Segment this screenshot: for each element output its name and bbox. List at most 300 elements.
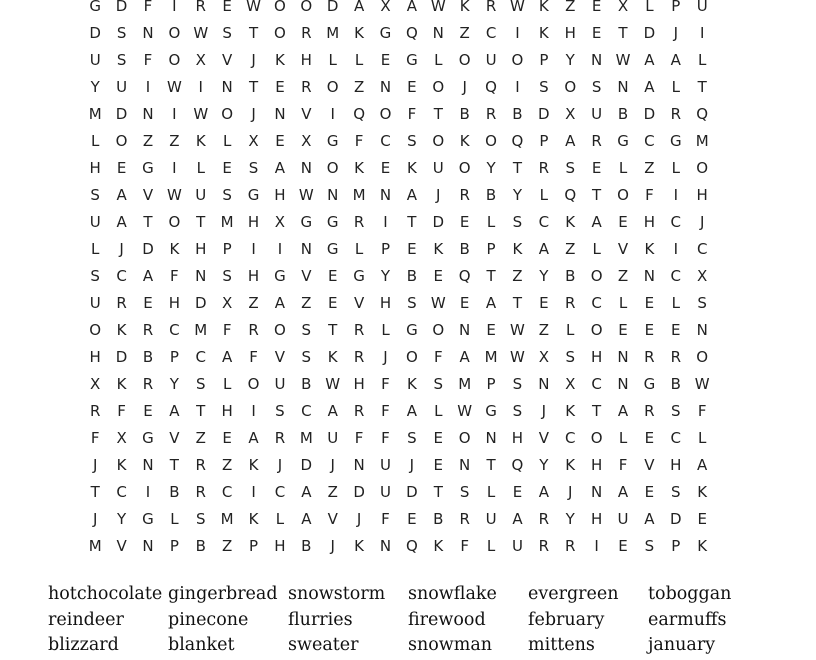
grid-letter: C (380, 132, 391, 150)
grid-letter: W (193, 24, 209, 42)
grid-letter: I (699, 24, 705, 42)
grid-letter: Z (459, 24, 470, 42)
grid-letter: N (300, 240, 312, 258)
grid-letter: N (379, 537, 392, 555)
grid-letter: A (485, 294, 497, 312)
grid-letter: B (406, 267, 418, 285)
grid-letter: D (406, 483, 418, 501)
grid-letter: O (458, 51, 471, 69)
grid-letter: H (168, 294, 180, 312)
grid-letter: G (485, 402, 497, 420)
grid-letter: I (172, 105, 177, 123)
grid-letter: N (327, 186, 339, 204)
grid-letter: P (539, 51, 549, 69)
grid-row (82, 209, 742, 236)
grid-letter: G (142, 429, 154, 447)
grid-letter: B (459, 105, 470, 123)
grid-letter: L (434, 51, 443, 69)
grid-letter: K (697, 537, 708, 555)
grid-letter: T (407, 213, 417, 231)
grid-letter: U (89, 213, 101, 231)
grid-letter: E (143, 402, 153, 420)
grid-letter: H (379, 294, 392, 312)
grid-letter: C (670, 267, 682, 285)
grid-letter: G (326, 240, 339, 258)
grid-letter: I (172, 159, 177, 177)
grid-letter: H (300, 51, 312, 69)
grid-row (82, 236, 742, 263)
grid-letter: O (564, 78, 577, 96)
grid-letter: P (169, 348, 179, 366)
grid-letter: C (116, 483, 127, 501)
grid-letter: E (591, 0, 602, 15)
grid-letter: H (221, 402, 233, 420)
grid-letter: I (673, 240, 678, 258)
grid-letter: A (670, 51, 681, 69)
grid-letter: O (432, 78, 445, 96)
grid-letter: F (90, 429, 100, 447)
grid-row (82, 0, 742, 20)
grid-letter: Z (644, 159, 655, 177)
grid-letter: E (486, 321, 496, 339)
grid-letter: R (142, 321, 154, 339)
grid-letter: O (89, 321, 102, 339)
grid-letter: V (617, 240, 629, 258)
grid-letter: K (248, 510, 259, 528)
grid-letter: C (301, 402, 312, 420)
grid-letter: U (195, 186, 207, 204)
grid-letter: E (591, 24, 602, 42)
grid-letter: R (644, 348, 655, 366)
grid-letter: O (326, 159, 339, 177)
grid-letter: B (301, 537, 312, 555)
grid-letter: W (193, 105, 209, 123)
grid-letter: Z (222, 537, 233, 555)
grid-letter: L (671, 159, 680, 177)
grid-letter: K (565, 213, 576, 231)
grid-letter: I (172, 0, 177, 15)
grid-letter: R (353, 321, 365, 339)
grid-letter: Z (169, 132, 180, 150)
grid-letter: K (538, 0, 549, 15)
grid-letter: S (512, 375, 523, 393)
grid-letter: B (195, 537, 206, 555)
grid-letter: L (275, 510, 285, 528)
grid-letter: R (195, 483, 206, 501)
grid-letter: F (143, 51, 153, 69)
grid-letter: Q (485, 78, 497, 96)
grid-letter: A (406, 402, 418, 420)
grid-letter: Z (248, 294, 259, 312)
grid-letter: N (195, 267, 207, 285)
grid-letter: A (617, 402, 629, 420)
grid-letter: I (251, 483, 256, 501)
grid-letter: E (327, 294, 338, 312)
grid-letter: S (222, 24, 232, 42)
grid-letter: A (142, 267, 154, 285)
grid-letter: D (432, 213, 445, 231)
grid-letter: G (142, 510, 154, 528)
grid-letter: X (565, 105, 576, 123)
grid-letter: R (485, 105, 497, 123)
grid-letter: V (644, 456, 655, 474)
grid-letter: C (591, 294, 602, 312)
grid-letter: G (89, 0, 101, 15)
grid-letter: D (538, 105, 550, 123)
grid-letter: H (590, 510, 603, 528)
grid-letter: U (591, 105, 603, 123)
grid-letter: Y (117, 510, 127, 528)
grid-letter: G (142, 159, 154, 177)
grid-letter: S (195, 510, 206, 528)
grid-letter: K (406, 159, 417, 177)
grid-letter: A (538, 483, 549, 501)
grid-letter: J (277, 456, 283, 474)
grid-letter: W (246, 0, 261, 15)
grid-letter: L (618, 159, 628, 177)
grid-letter: G (274, 267, 286, 285)
word-bank-item: earmuffs (648, 609, 727, 630)
grid-letter: M (299, 429, 313, 447)
grid-letter: W (430, 294, 446, 312)
grid-letter: Y (539, 267, 549, 285)
grid-letter: C (696, 240, 708, 258)
grid-letter: G (326, 213, 339, 231)
grid-letter: A (644, 51, 655, 69)
grid-letter: T (486, 456, 496, 474)
grid-letter: X (274, 213, 286, 231)
grid-letter: Z (353, 78, 365, 96)
word-bank-item: toboggan (648, 584, 732, 604)
grid-letter: U (617, 510, 629, 528)
grid-letter: S (697, 294, 707, 312)
grid-letter: S (512, 402, 523, 420)
grid-letter: K (433, 537, 444, 555)
grid-letter: E (539, 294, 549, 312)
grid-letter: L (91, 240, 100, 258)
grid-letter: A (301, 483, 312, 501)
grid-letter: D (115, 348, 128, 366)
grid-letter: J (330, 537, 335, 555)
grid-letter: E (433, 267, 444, 285)
grid-letter: F (170, 267, 179, 285)
grid-letter: D (89, 24, 101, 42)
grid-letter: O (485, 132, 497, 150)
grid-letter: G (406, 51, 418, 69)
grid-letter: N (142, 456, 154, 474)
grid-letter: L (671, 294, 680, 312)
grid-letter: K (565, 456, 576, 474)
grid-letter: A (459, 348, 470, 366)
grid-letter: R (353, 402, 365, 420)
grid-letter: X (90, 375, 101, 393)
grid-letter: F (249, 348, 258, 366)
grid-letter: C (485, 24, 497, 42)
grid-letter: R (301, 24, 312, 42)
grid-letter: O (274, 24, 286, 42)
grid-letter: O (247, 375, 260, 393)
grid-letter: L (91, 132, 100, 150)
grid-letter: V (169, 429, 180, 447)
grid-letter: R (195, 456, 206, 474)
grid-letter: R (89, 402, 101, 420)
grid-letter: H (590, 456, 603, 474)
grid-letter: K (459, 0, 470, 15)
grid-letter: S (301, 321, 312, 339)
grid-letter: E (644, 429, 655, 447)
grid-letter: G (643, 375, 656, 393)
grid-letter: R (644, 402, 655, 420)
grid-letter: L (354, 51, 364, 69)
grid-letter: E (697, 510, 707, 528)
grid-letter: L (539, 186, 549, 204)
grid-letter: P (249, 537, 259, 555)
grid-letter: O (590, 321, 603, 339)
grid-letter: X (116, 429, 127, 447)
grid-letter: T (248, 24, 259, 42)
grid-letter: L (618, 294, 628, 312)
grid-letter: R (248, 321, 259, 339)
grid-letter: O (115, 132, 128, 150)
grid-letter: X (565, 375, 576, 393)
grid-letter: B (459, 240, 470, 258)
grid-letter: G (326, 132, 339, 150)
grid-letter: H (696, 186, 708, 204)
grid-letter: M (458, 375, 472, 393)
grid-letter: R (353, 213, 365, 231)
word-bank-item: snowman (408, 635, 493, 655)
grid-letter: N (617, 348, 629, 366)
grid-letter: A (301, 510, 312, 528)
grid-letter: O (379, 105, 392, 123)
grid-row (82, 20, 742, 47)
grid-letter: F (354, 132, 364, 150)
grid-letter: P (671, 0, 681, 15)
grid-letter: S (539, 78, 549, 96)
grid-letter: E (275, 78, 285, 96)
grid-letter: F (381, 510, 390, 528)
grid-letter: V (222, 51, 233, 69)
grid-row (82, 317, 742, 344)
word-search-grid (82, 0, 742, 560)
grid-letter: U (89, 294, 101, 312)
grid-letter: E (433, 429, 444, 447)
grid-letter: L (698, 51, 707, 69)
grid-letter: J (673, 24, 678, 42)
grid-letter: H (89, 348, 101, 366)
grid-letter: I (277, 240, 283, 258)
grid-row (82, 101, 742, 128)
grid-row (82, 452, 742, 479)
grid-letter: E (459, 294, 470, 312)
grid-letter: K (354, 537, 365, 555)
grid-letter: A (274, 159, 286, 177)
grid-letter: E (433, 456, 444, 474)
grid-letter: D (353, 483, 365, 501)
grid-letter: R (538, 510, 550, 528)
grid-letter: S (459, 483, 470, 501)
grid-letter: I (594, 537, 599, 555)
grid-letter: F (381, 375, 390, 393)
grid-letter: B (485, 186, 497, 204)
grid-letter: O (300, 0, 313, 15)
grid-letter: N (696, 321, 708, 339)
grid-letter: O (405, 348, 418, 366)
grid-letter: N (379, 186, 392, 204)
grid-letter: J (462, 78, 467, 96)
grid-letter: U (116, 78, 128, 96)
grid-letter: J (251, 51, 256, 69)
grid-letter: A (565, 132, 576, 150)
grid-letter: D (115, 0, 128, 15)
grid-letter: U (696, 0, 708, 15)
grid-letter: Q (511, 456, 524, 474)
word-bank-item: blanket (168, 635, 235, 655)
grid-letter: A (538, 240, 549, 258)
grid-letter: F (407, 105, 417, 123)
word-bank-item: sweater (288, 635, 359, 655)
grid-row (82, 155, 742, 182)
grid-letter: J (383, 348, 388, 366)
grid-letter: T (592, 402, 602, 420)
grid-letter: E (275, 132, 285, 150)
grid-letter: A (169, 402, 180, 420)
grid-letter: A (406, 186, 418, 204)
grid-letter: F (354, 429, 364, 447)
grid-letter: W (325, 375, 341, 393)
grid-letter: D (326, 0, 339, 15)
grid-letter: U (274, 375, 286, 393)
grid-letter: A (697, 456, 708, 474)
grid-letter: T (512, 159, 523, 177)
grid-letter: J (92, 456, 98, 474)
grid-letter: S (222, 186, 232, 204)
grid-letter: L (698, 429, 707, 447)
grid-letter: M (220, 213, 234, 231)
grid-letter: K (565, 402, 576, 420)
grid-letter: C (116, 267, 127, 285)
grid-letter: H (274, 537, 286, 555)
grid-letter: S (407, 132, 417, 150)
grid-letter: A (353, 0, 365, 15)
grid-letter: X (195, 51, 206, 69)
grid-letter: S (671, 402, 681, 420)
grid-letter: C (670, 429, 682, 447)
grid-letter: O (696, 348, 709, 366)
grid-letter: J (541, 402, 547, 420)
grid-letter: C (195, 348, 206, 366)
grid-letter: F (697, 402, 707, 420)
grid-letter: Z (301, 294, 312, 312)
grid-letter: K (116, 375, 127, 393)
grid-letter: E (644, 483, 655, 501)
grid-letter: M (326, 24, 340, 42)
grid-row (82, 506, 742, 533)
grid-letter: U (89, 51, 101, 69)
grid-letter: O (274, 321, 286, 339)
grid-letter: R (116, 294, 127, 312)
grid-letter: C (644, 132, 655, 150)
grid-letter: V (116, 537, 127, 555)
grid-letter: V (274, 348, 286, 366)
grid-letter: A (248, 429, 259, 447)
grid-row (82, 425, 742, 452)
grid-letter: N (643, 267, 656, 285)
grid-letter: O (168, 213, 181, 231)
grid-letter: R (565, 294, 576, 312)
grid-letter: K (538, 24, 549, 42)
grid-letter: S (116, 51, 127, 69)
grid-letter: J (568, 483, 573, 501)
grid-letter: H (670, 456, 682, 474)
grid-letter: E (380, 159, 391, 177)
grid-letter: E (644, 294, 655, 312)
grid-letter: H (195, 240, 207, 258)
grid-letter: K (116, 456, 127, 474)
grid-letter: U (485, 510, 497, 528)
grid-letter: S (90, 186, 100, 204)
grid-row (82, 479, 742, 506)
grid-letter: E (116, 159, 127, 177)
grid-letter: B (142, 348, 154, 366)
grid-letter: H (247, 213, 260, 231)
grid-letter: J (251, 105, 256, 123)
grid-letter: L (354, 240, 364, 258)
grid-letter: H (564, 24, 576, 42)
grid-letter: E (591, 159, 602, 177)
grid-letter: D (300, 456, 313, 474)
grid-letter: X (222, 294, 233, 312)
grid-letter: C (274, 483, 286, 501)
grid-letter: Y (512, 186, 523, 204)
grid-letter: I (145, 78, 151, 96)
grid-letter: N (459, 456, 471, 474)
grid-letter: R (485, 0, 497, 15)
grid-letter: R (459, 186, 470, 204)
grid-letter: D (194, 294, 207, 312)
grid-letter: H (247, 267, 260, 285)
grid-letter: G (617, 132, 629, 150)
grid-letter: D (115, 105, 128, 123)
grid-letter: N (274, 105, 286, 123)
grid-letter: O (617, 186, 629, 204)
grid-letter: J (436, 186, 441, 204)
grid-letter: Q (405, 537, 418, 555)
grid-letter: W (510, 348, 525, 366)
grid-letter: A (512, 510, 523, 528)
grid-letter: O (274, 0, 286, 15)
grid-letter: S (512, 213, 523, 231)
grid-letter: C (670, 213, 682, 231)
grid-letter: N (432, 24, 444, 42)
grid-letter: K (512, 240, 523, 258)
grid-letter: F (117, 402, 126, 420)
grid-letter: F (381, 402, 390, 420)
grid-letter: V (353, 294, 365, 312)
grid-row (82, 533, 742, 560)
grid-letter: T (592, 186, 602, 204)
grid-letter: N (142, 105, 154, 123)
grid-letter: Z (512, 267, 523, 285)
grid-letter: U (380, 456, 391, 474)
grid-letter: Z (222, 456, 233, 474)
grid-letter: H (590, 348, 603, 366)
grid-letter: W (457, 402, 473, 420)
grid-letter: A (617, 483, 629, 501)
grid-letter: X (538, 348, 549, 366)
grid-letter: G (669, 132, 682, 150)
grid-letter: T (512, 294, 523, 312)
